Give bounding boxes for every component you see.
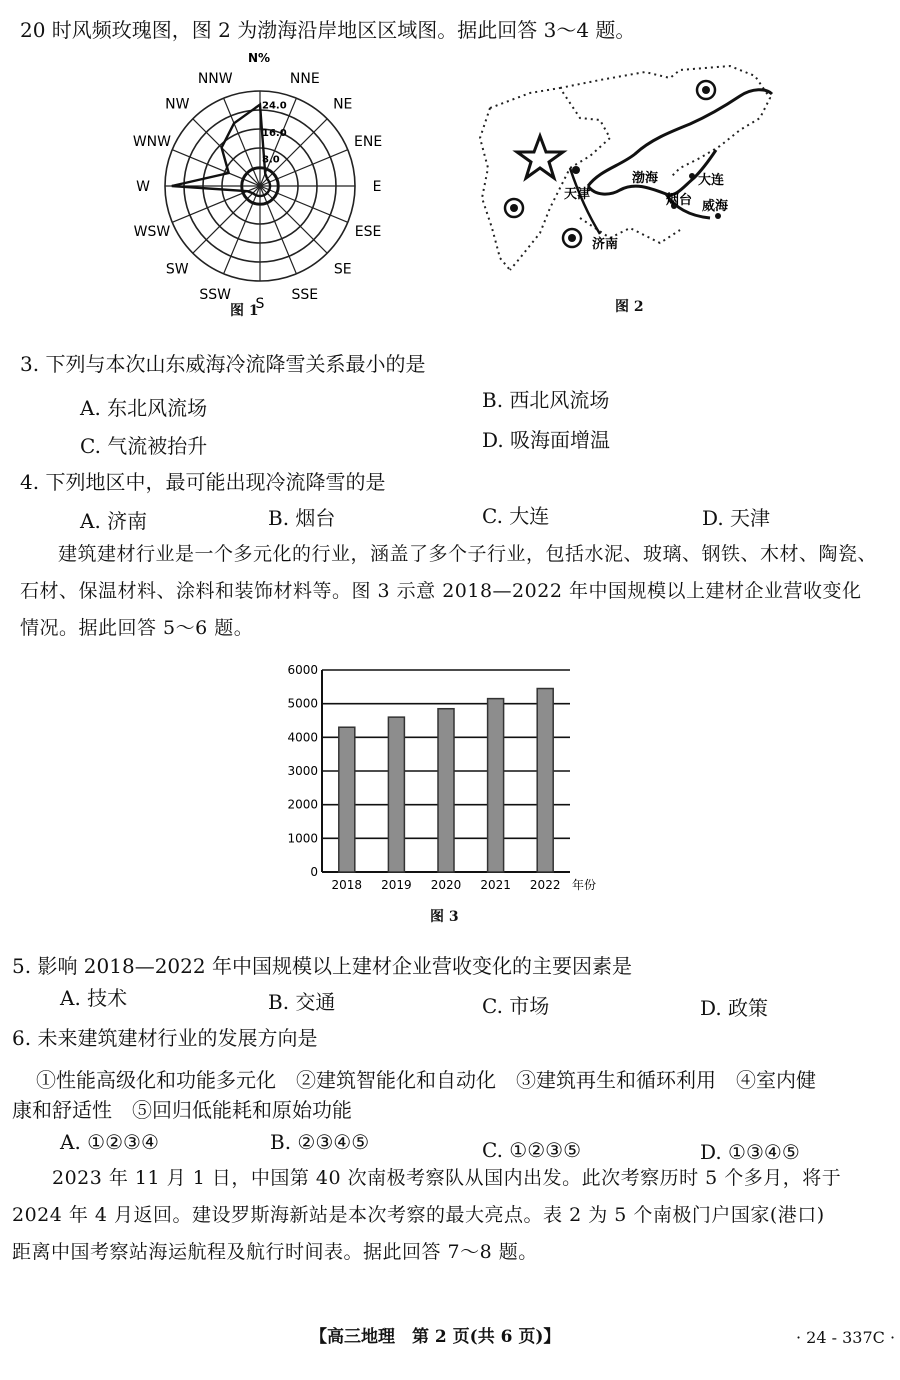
question-6-stem: 6. 未来建筑建材行业的发展方向是 [12, 1026, 318, 1050]
direction-label-e: E [372, 179, 382, 195]
y-tick-label: 5000 [287, 696, 318, 711]
bar-2018 [339, 727, 355, 872]
direction-label-se: SE [333, 261, 352, 278]
question-4-stem: 4. 下列地区中，最可能出现冷流降雪的是 [20, 470, 386, 494]
direction-label-wsw: WSW [133, 223, 171, 240]
passage-line: 距离中国考察站海运航程及航行时间表。据此回答 7～8 题。 [12, 1241, 538, 1263]
city-marker-icon [697, 81, 715, 99]
passage-line: 石材、保温材料、涂料和装饰材料等。图 3 示意 2018—2022 年中国规模以上建材企业营收变化 [20, 580, 862, 602]
q4-option-a: A. 济南 [80, 509, 148, 533]
q4-option-d: D. 天津 [702, 506, 771, 530]
passage-building-materials [20, 536, 890, 647]
label-yantai: 烟台 [666, 193, 693, 208]
passage-line: 情况。据此回答 5～6 题。 [20, 617, 254, 639]
passage-line: 2023 年 11 月 1 日，中国第 40 次南极考察队从国内出发。此次考察历时 5 个多月，将于 [52, 1167, 842, 1189]
direction-label-w: W [136, 179, 150, 195]
y-tick-label: 6000 [287, 663, 318, 677]
tianjin-dot-icon [572, 166, 580, 174]
direction-label-nw: NW [165, 96, 190, 113]
label-jinan: 济南 [592, 237, 619, 252]
x-tick-label: 2019 [381, 878, 412, 892]
passage-line: 建筑建材行业是一个多元化的行业，涵盖了多个子行业，包括水泥、玻璃、钢铁、木材、陶瓷、 [58, 543, 878, 565]
q6-option-d: D. ①③④⑤ [700, 1140, 800, 1164]
direction-label-wnw: WNW [132, 134, 171, 151]
direction-label-nnw: NNW [197, 70, 233, 87]
figure-1-caption: 图 1 [230, 303, 259, 319]
coastline-north [588, 90, 772, 186]
figure-2-caption: 图 2 [615, 299, 644, 315]
label-dalian: 大连 [698, 173, 725, 188]
question-3-stem: 3. 下列与本次山东威海冷流降雪关系最小的是 [20, 352, 426, 376]
rose-ring-label: 8.0 [262, 154, 280, 166]
y-tick-label: 4000 [287, 730, 318, 745]
q3-option-a: A. 东北风流场 [80, 396, 208, 420]
city-marker-icon [563, 229, 581, 247]
x-tick-label: 2022 [529, 878, 561, 892]
bar-2021 [488, 699, 504, 872]
rose-spoke [260, 186, 327, 253]
rose-spoke [193, 186, 260, 253]
q5-option-d: D. 政策 [700, 996, 769, 1020]
exam-code: · 24 - 337C · [796, 1328, 896, 1347]
rose-unit-label: N% [248, 51, 271, 65]
q6-option-a: A. ①②③④ [60, 1130, 159, 1154]
x-tick-label: 2020 [430, 878, 462, 892]
q5-option-b: B. 交通 [268, 990, 336, 1014]
direction-label-nne: NNE [289, 70, 320, 87]
x-tick-label: 2018 [331, 878, 363, 892]
y-tick-label: 2000 [287, 797, 318, 812]
q4-option-b: B. 烟台 [268, 506, 336, 530]
city-marker-icon [505, 199, 523, 217]
frequency-polygon [172, 105, 270, 197]
wind-rose-figure [110, 48, 410, 308]
q6-option-b: B. ②③④⑤ [270, 1130, 370, 1154]
q5-option-c: C. 市场 [482, 994, 550, 1018]
bohai-map-figure [470, 58, 780, 278]
q6-option-c: C. ①②③⑤ [482, 1138, 582, 1162]
q6-statement-line-2: 康和舒适性 ⑤回归低能耗和原始功能 [12, 1098, 352, 1122]
q5-option-a: A. 技术 [60, 986, 128, 1010]
bar-2019 [388, 717, 404, 872]
figure-3-caption: 图 3 [430, 909, 459, 925]
question-5-stem: 5. 影响 2018—2022 年中国规模以上建材企业营收变化的主要因素是 [12, 954, 632, 978]
label-tianjin: 天津 [564, 187, 591, 202]
direction-label-ene: ENE [354, 134, 383, 151]
q6-statement-line-1: ①性能高级化和功能多元化 ②建筑智能化和自动化 ③建筑再生和循环利用 ④室内健 [36, 1068, 816, 1092]
direction-label-ese: ESE [354, 223, 382, 240]
direction-label-ne: NE [333, 96, 353, 113]
x-axis-label: 年份 [572, 878, 597, 892]
q4-option-c: C. 大连 [482, 504, 550, 528]
dalian-dot-icon [689, 173, 695, 179]
page-footer: 【高三地理 第 2 页(共 6 页)】 [310, 1327, 561, 1347]
direction-label-ssw: SSW [199, 287, 232, 304]
direction-label-sse: SSE [291, 287, 319, 304]
direction-label-s: S [255, 296, 265, 308]
q3-option-c: C. 气流被抬升 [80, 434, 208, 458]
label-weihai: 威海 [702, 199, 729, 214]
rose-ring-label: 16.0 [262, 127, 287, 139]
revenue-bar-chart [270, 652, 630, 897]
bar-2020 [438, 709, 454, 872]
y-tick-label: 1000 [287, 831, 318, 846]
q3-option-b: B. 西北风流场 [482, 388, 610, 412]
rose-ring-label: 24.0 [262, 100, 287, 112]
passage-antarctic [12, 1160, 892, 1271]
y-tick-label: 3000 [287, 764, 318, 778]
passage-line: 2024 年 4 月返回。建设罗斯海新站是本次考察的最大亮点。表 2 为 5 个南极门户国家(港口) [12, 1204, 825, 1226]
rose-spoke [193, 119, 260, 186]
y-tick-label: 0 [310, 865, 318, 879]
province-boundary [560, 66, 770, 178]
q3-option-d: D. 吸海面增温 [482, 428, 611, 452]
direction-label-sw: SW [165, 261, 189, 278]
label-bohai: 渤海 [632, 171, 659, 186]
x-tick-label: 2021 [480, 878, 511, 892]
intro-text: 20 时风频玫瑰图，图 2 为渤海沿岸地区区域图。据此回答 3～4 题。 [20, 18, 636, 42]
capital-star-icon [517, 136, 563, 178]
bar-2022 [537, 689, 553, 872]
